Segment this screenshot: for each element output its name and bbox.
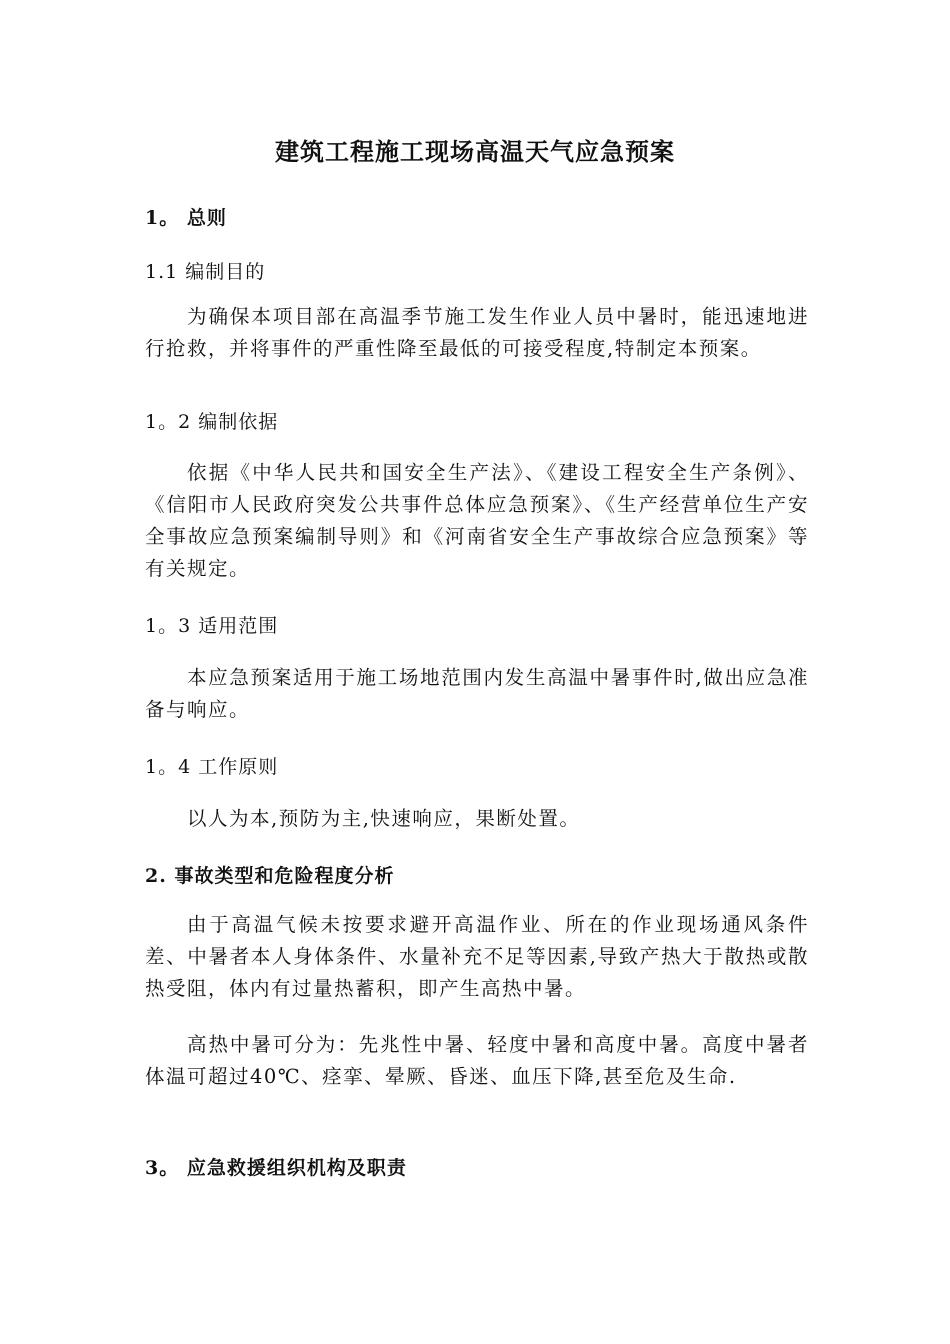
section-2-heading: 2. 事故类型和危险程度分析 [145,865,395,887]
subsection-1-3-text: 本应急预案适用于施工场地范围内发生高温中暑事件时,做出应急准备与响应。 [145,666,809,721]
section-2-paragraph-1: 由于高温气候未按要求避开高温作业、所在的作业现场通风条件差、中暑者本人身体条件、水量补充不足等因素,导致产热大于散热或散热受阻，体内有过量热蓄积，即产生高热中暑。 [145,913,809,1000]
subsection-1-4-text: 以人为本,预防为主,快速响应，果断处置。 [187,807,581,830]
section-3-heading: 3。 应急救援组织机构及职责 [145,1157,407,1179]
subsection-1-2-heading: 1。2 编制依据 [145,411,279,433]
section-1-heading: 1。 总则 [145,207,227,229]
subsection-1-1-text: 为确保本项目部在高温季节施工发生作业人员中暑时，能迅速地进行抢救，并将事件的严重性降至最低的可接受程度,特制定本预案。 [145,305,809,360]
document-title: 建筑工程施工现场高温天气应急预案 [275,137,675,166]
subsection-1-4-heading: 1。4 工作原则 [145,756,279,778]
section-2-paragraph-2: 高热中暑可分为：先兆性中暑、轻度中暑和高度中暑。高度中暑者体温可超过40℃、痉挛、晕厥、昏迷、血压下降,甚至危及生命. [145,1033,809,1088]
subsection-1-3-heading: 1。3 适用范围 [145,615,279,637]
subsection-1-2-text: 依据《中华人民共和国安全生产法》、《建设工程安全生产条例》、《信阳市人民政府突发公共事件总体应急预案》、《生产经营单位生产安全事故应急预案编制导则》和《河南省安全生产事故综合应急预案》等有关规定。 [145,461,809,580]
subsection-1-1-heading: 1.1 编制目的 [145,261,266,283]
